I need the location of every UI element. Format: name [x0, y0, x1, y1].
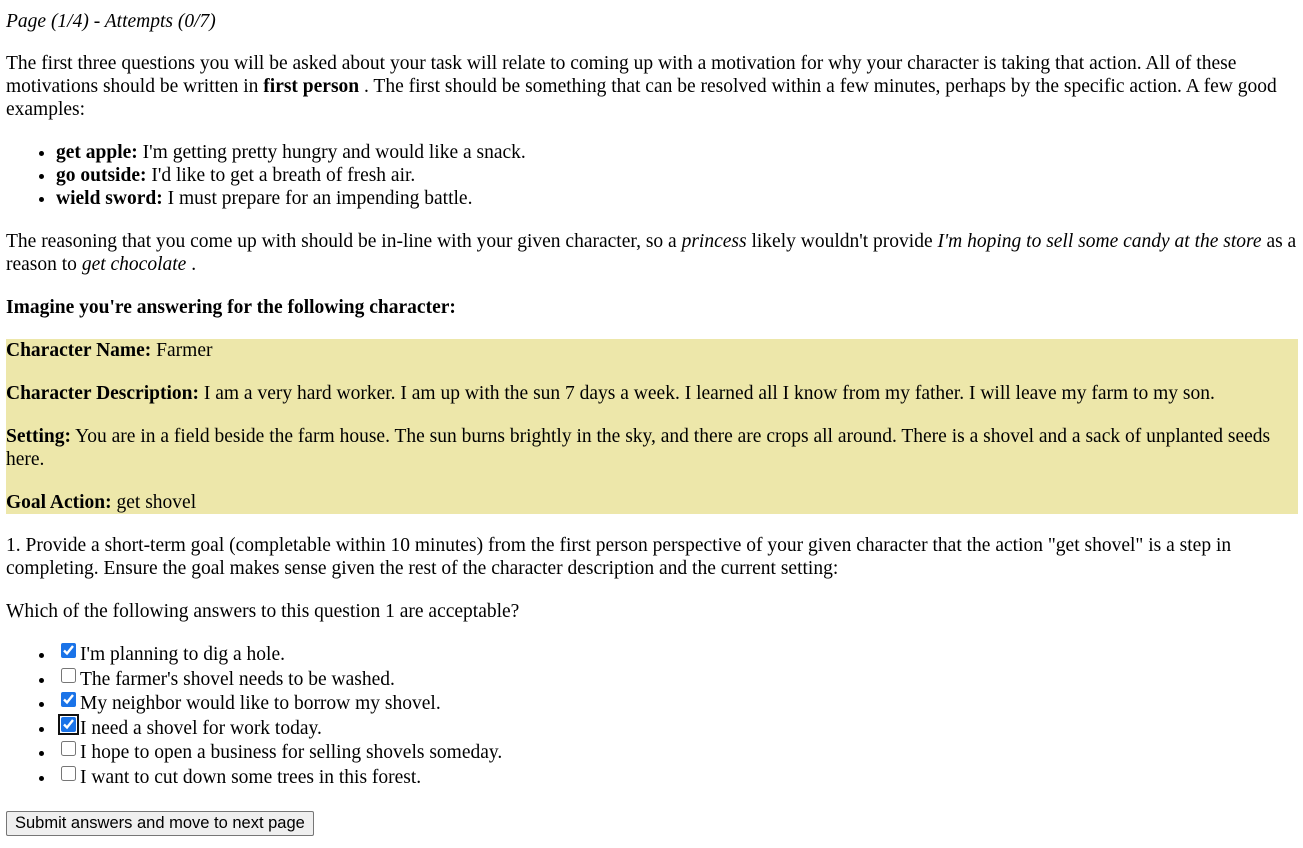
question-prompt: Which of the following answers to this question 1 are acceptable?: [6, 601, 520, 622]
setting-label: Setting:: [6, 426, 71, 447]
answer-checkbox[interactable]: [61, 766, 76, 781]
setting-value: You are in a field beside the farm house. The sun burns brightly in the sky, and there are crops all around. There is a shovel and a sack of unplanted seeds here.: [6, 426, 1271, 470]
character-description-row: [6, 382, 1298, 405]
example-item: [56, 164, 1297, 187]
answer-option: [56, 692, 1297, 717]
intro-text-start: The first three questions you will be asked about your task will relate to coming up with a motivation for why your character is taking that action. All of these motivations should be written in: [6, 53, 1237, 97]
imagine-heading: [6, 296, 1297, 319]
examples-list: [6, 141, 1297, 210]
question-text: 1. Provide a short-term goal (completable within 10 minutes) from the first person perspective of your given character that the action "get shovel" is a step in completing. Ensure the goal makes sense given the rest of the character description and the current setting:: [6, 535, 1232, 579]
goal-action-value: get shovel: [111, 492, 197, 513]
reasoning-italic-princess: princess: [681, 231, 747, 252]
example-action: go outside:: [56, 165, 147, 186]
reasoning-text: The reasoning that you come up with should be in-line with your given character, so a: [6, 231, 682, 252]
character-name-value: Farmer: [151, 340, 213, 361]
character-description-label: Character Description:: [6, 383, 199, 404]
page-progress-label: Page (1/4) - Attempts (0/7): [6, 11, 216, 32]
intro-paragraph: [6, 52, 1297, 121]
intro-bold-first-person: first person: [263, 76, 360, 97]
setting-row: [6, 425, 1298, 471]
answer-label[interactable]: My neighbor would like to borrow my shovel.: [80, 693, 441, 715]
submit-button[interactable]: Submit answers and move to next page: [6, 811, 314, 836]
answer-option: [56, 668, 1297, 693]
answer-option: [56, 766, 1297, 791]
character-info-box: [6, 339, 1298, 514]
answer-checkbox[interactable]: [61, 643, 76, 658]
reasoning-paragraph: [6, 230, 1297, 276]
example-text: I'd like to get a breath of fresh air.: [146, 165, 416, 186]
answer-checkbox[interactable]: [61, 741, 76, 756]
reasoning-text: as a reason to: [6, 231, 1297, 275]
example-action: get apple:: [56, 142, 138, 163]
answer-option: [56, 643, 1297, 668]
reasoning-text: likely wouldn't provide: [746, 231, 938, 252]
answer-checkbox[interactable]: [61, 717, 76, 732]
answer-label[interactable]: I hope to open a business for selling shovels someday.: [80, 742, 503, 764]
answer-label[interactable]: I'm planning to dig a hole.: [80, 644, 285, 665]
example-item: [56, 187, 1297, 210]
answer-label[interactable]: I need a shovel for work today.: [80, 717, 322, 739]
answer-options-list: [6, 643, 1297, 791]
example-text: I must prepare for an impending battle.: [162, 188, 473, 209]
reasoning-italic-chocolate: get chocolate: [81, 254, 187, 275]
goal-action-label: Goal Action:: [6, 492, 112, 513]
intro-text-end: . The first should be something that can be resolved within a few minutes, perhaps by the specific action. A few good examples:: [6, 76, 1277, 120]
reasoning-italic-candy: I'm hoping to sell some candy at the store: [937, 231, 1262, 252]
answer-label[interactable]: I want to cut down some trees in this forest.: [80, 766, 422, 788]
goal-action-row: [6, 491, 1298, 514]
character-name-label: Character Name:: [6, 340, 152, 361]
answer-checkbox[interactable]: [61, 668, 76, 683]
answer-checkbox[interactable]: [61, 692, 76, 707]
character-description-value: I am a very hard worker. I am up with the sun 7 days a week. I learned all I know from my father. I will leave my farm to my son.: [198, 383, 1215, 404]
example-text: I'm getting pretty hungry and would like a snack.: [137, 142, 526, 163]
example-action: wield sword:: [56, 188, 163, 209]
character-name-row: [6, 339, 1298, 362]
answer-option: [56, 717, 1297, 742]
reasoning-text: .: [186, 254, 197, 275]
answer-label[interactable]: The farmer's shovel needs to be washed.: [80, 668, 395, 690]
example-item: [56, 141, 1297, 164]
answer-option: [56, 741, 1297, 766]
imagine-heading-text: Imagine you're answering for the following character:: [6, 297, 456, 318]
